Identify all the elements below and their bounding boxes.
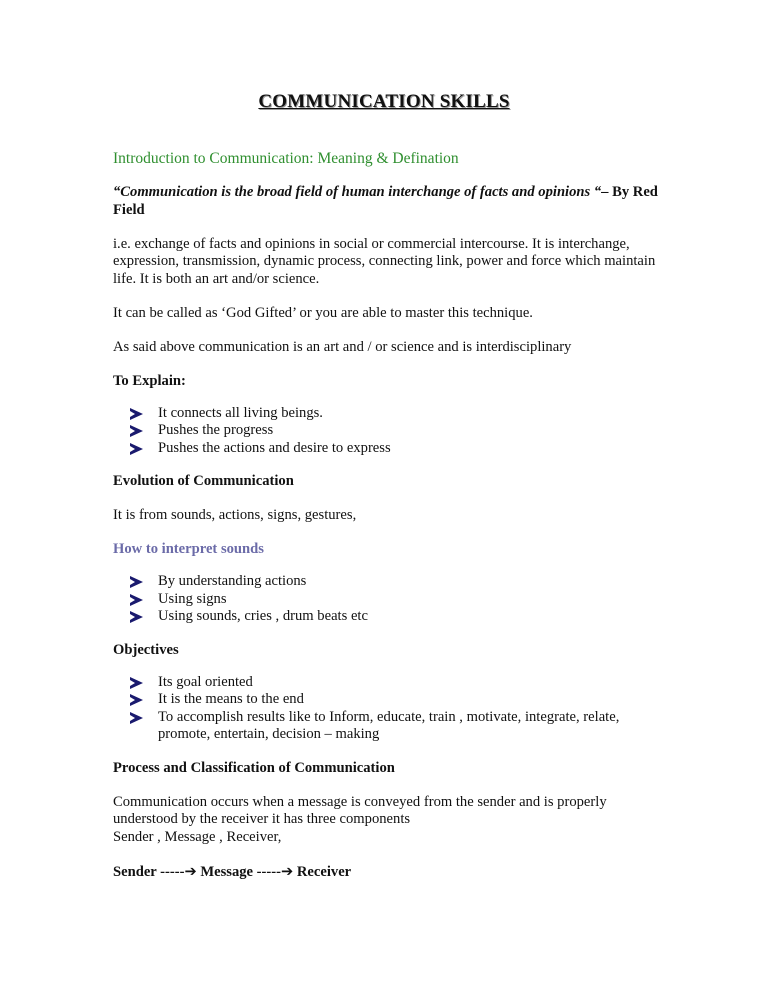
explain-list: [113, 405, 658, 458]
process-heading: Process and Classification of Communication: [113, 759, 395, 776]
definition-quote: [113, 184, 658, 219]
arrow-bullet-icon: [130, 425, 143, 437]
list-item-text: By understanding actions: [158, 573, 307, 589]
list-item: [130, 608, 658, 626]
page-title: COMMUNICATION SKILLS: [258, 91, 510, 112]
list-item-text: Pushes the actions and desire to express: [158, 439, 391, 456]
flow-message: Message -----: [196, 863, 281, 880]
evolution-text: It is from sounds, actions, signs, gestures,: [113, 507, 357, 523]
interpret-heading: How to interpret sounds: [113, 541, 264, 557]
components-text: Sender , Message , Receiver,: [113, 828, 282, 845]
arrow-bullet-icon: [130, 576, 143, 588]
arrow-bullet-icon: [130, 712, 143, 724]
list-item-text: To accomplish results like to Inform, educate, train , motivate, integrate, relate, promote, entertain, decision – making: [158, 708, 620, 742]
arrow-bullet-icon: [130, 408, 143, 420]
list-item: [130, 440, 658, 458]
process-text: [113, 794, 658, 847]
quote-attribution: – By Red Field: [113, 184, 658, 218]
arrow-bullet-icon: [130, 594, 143, 606]
arrow-bullet-icon: [130, 694, 143, 706]
right-arrow-icon: ➔: [280, 862, 294, 880]
explain-heading: To Explain:: [113, 372, 186, 389]
list-item: [130, 674, 658, 692]
list-item-text: Using sounds, cries , drum beats etc: [158, 608, 368, 624]
document-body: [113, 150, 658, 898]
flow-receiver: Receiver: [293, 863, 352, 880]
list-item-text: It connects all living beings.: [158, 404, 323, 421]
list-item-text: Using signs: [158, 590, 227, 607]
objectives-heading: Objectives: [113, 641, 179, 658]
paragraph-2: It can be called as ‘God Gifted’ or you are able to master this technique.: [113, 304, 533, 321]
quote-text: “Communication is the broad field of human interchange of facts and opinions “: [113, 184, 602, 200]
list-item: [130, 709, 658, 744]
flow-sender: Sender -----: [113, 863, 185, 880]
paragraph-1: i.e. exchange of facts and opinions in social or commercial intercourse. It is interchange, expression, transmission, dynamic process, connecting link, power and force which maintain life. It is both an art and/or science.: [113, 235, 656, 287]
evolution-heading: Evolution of Communication: [113, 473, 294, 489]
interpret-list: [113, 573, 658, 626]
arrow-bullet-icon: [130, 443, 143, 455]
intro-heading: Introduction to Communication: Meaning & Defination: [113, 150, 459, 167]
list-item: [130, 573, 658, 591]
paragraph-3: As said above communication is an art and / or science and is interdisciplinary: [113, 338, 572, 355]
arrow-bullet-icon: [130, 611, 143, 623]
communication-flow: [113, 863, 658, 882]
arrow-bullet-icon: [130, 677, 143, 689]
list-item: [130, 691, 658, 709]
list-item: [130, 405, 658, 423]
list-item: [130, 422, 658, 440]
list-item-text: Its goal oriented: [158, 673, 253, 690]
process-text-line: Communication occurs when a message is conveyed from the sender and is properly understood by the receiver it has three components: [113, 793, 607, 827]
objectives-list: [113, 674, 658, 744]
list-item-text: Pushes the progress: [158, 422, 274, 438]
list-item: [130, 591, 658, 609]
list-item-text: It is the means to the end: [158, 691, 304, 707]
right-arrow-icon: ➔: [184, 862, 197, 880]
